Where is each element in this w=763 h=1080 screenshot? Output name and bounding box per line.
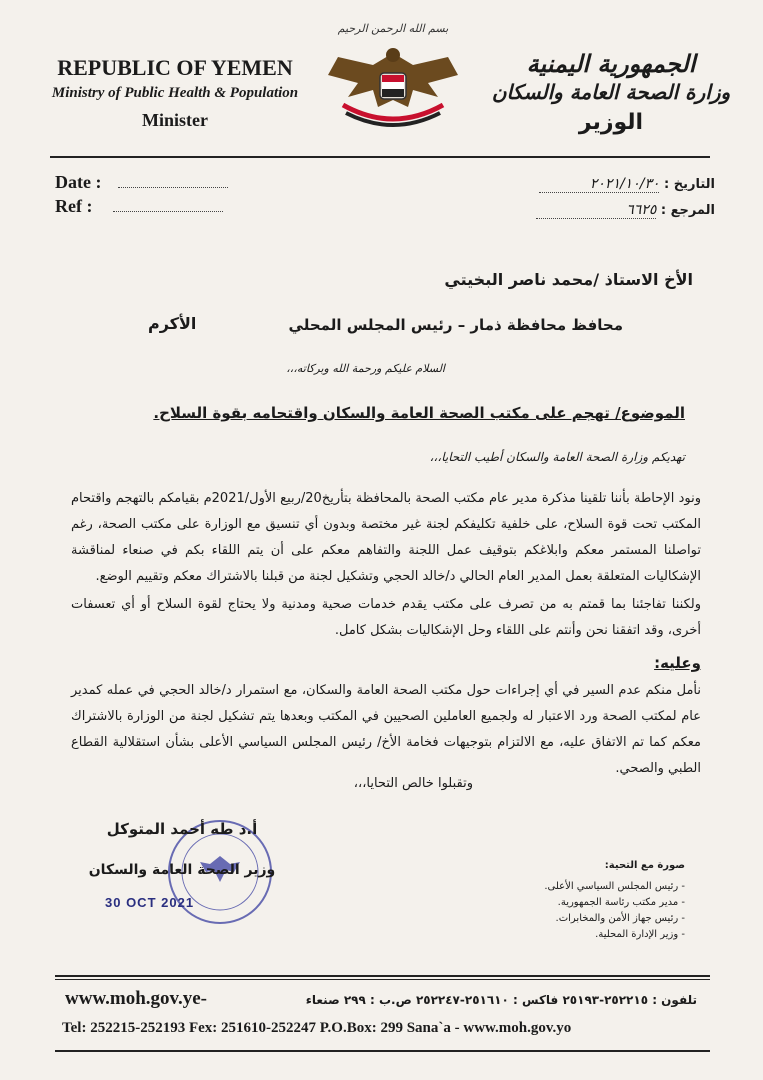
cc-item: - رئيس المجلس السياسي الأعلى.	[544, 881, 685, 892]
footer-divider-top-2	[55, 979, 710, 980]
cc-block	[505, 860, 685, 940]
ref-right	[536, 202, 715, 219]
footer-divider-top	[55, 975, 710, 977]
header-right	[481, 50, 741, 135]
body-paragraph-2: ولكننا تفاجئنا بما قمتم به من تصرف على مكتب يقدم خدمات صحية ومدنية ولا يحتاج لقوة السلاح أو أي تعسفات أخرى، وقد اتفقنا نحن وأنتم على اللقاء وحل الإشكاليات بشكل كامل.	[71, 597, 701, 638]
recipient-title: محافظ محافظة ذمار – رئيس المجلس المحلي	[288, 316, 623, 334]
date-right	[539, 176, 715, 193]
subject: الموضوع/ تهجم على مكتب الصحة العامة والسكان واقتحامه بقوة السلاح.	[153, 404, 685, 422]
header-divider	[50, 156, 710, 158]
footer-contact-ar: تلفون : ٢٥٢٢١٥-٢٥١٩٣ فاكس : ٢٥١٦١٠-٢٥٢٢٤٧ ص.ب : ٢٩٩ صنعاء	[305, 993, 697, 1007]
closing: وتقبلوا خالص التحايا،،،	[353, 776, 473, 791]
date-left	[55, 172, 228, 193]
stamp-date: 30 OCT 2021	[105, 895, 195, 910]
basmala: بسم الله الرحمن الرحيم	[337, 22, 449, 35]
signatory-title: وزير الصحة العامة والسكان	[88, 862, 276, 878]
header-left	[30, 55, 320, 131]
yemen-emblem	[318, 22, 468, 142]
country-en: REPUBLIC OF YEMEN	[57, 55, 293, 80]
ministry-en: Ministry of Public Health & Population	[51, 85, 299, 101]
eagle-emblem-icon	[318, 35, 468, 135]
cc-item: - وزير الإدارة المحلية.	[595, 929, 685, 940]
ministry-ar: وزارة الصحة العامة والسكان	[491, 80, 731, 104]
date-label-ar: التاريخ :	[664, 177, 715, 192]
cc-heading: صورة مع التحية:	[604, 860, 685, 871]
recipient-name: الأخ الاستاذ /محمد ناصر البخيتي	[444, 270, 693, 289]
wa-alayh: وعليه:	[654, 654, 701, 672]
date-label: Date :	[55, 172, 102, 192]
footer-contact-en: Tel: 252215-252193 Fex: 251610-252247 P.O.Box: 299 Sana`a - www.moh.gov.yo	[62, 1020, 572, 1036]
ref-label-ar: المرجع :	[660, 203, 715, 218]
body-paragraph-3: نأمل منكم عدم السير في أي إجراءات حول مكتب الصحة العامة والسكان، مع استمرار د/خالد الحجي في عمله كمدير عام لمكتب الصحة ورد الاعتبار له ولجميع العاملين الصحيين في المكتب وبعدها يتم تشكيل لجنة من الوزارة بالاشتراك معكم كما تم الاتفاق عليه، مع الالتزام بتوجيهات فخامة الأخ/ رئيس المجلس السياسي الأعلى بشأن استقلالية القطاع الطبي والصحي.	[71, 683, 701, 776]
body-paragraph-1: ونود الإحاطة بأننا تلقينا مذكرة مدير عام مكتب الصحة بالمحافظة بتأريخ20/ربيع الأول/2021م بقيامكم بالتهجم واقتحام المكتب تحت قوة السلاح، على خلفية تكليفكم لجنة غير مختصة وبدون أي تنسيق مع الوزارة على مكتب الصحة، رغم تواصلنا المستمر معكم وابلاغكم بتوقيف عمل اللجنة والتفاهم معكم على أن يتم اللقاء بكم في صنعاء لمناقشة الإشكاليات المتعلقة بعمل المدير العام الحالي د/خالد الحجي وتشكيل لجنة من قبلنا بالاشتراك معكم وتقييم الوضع.	[71, 491, 701, 584]
greeting2: تهديكم وزارة الصحة العامة والسكان أطيب التحايا،،،	[429, 450, 685, 464]
ref-label: Ref :	[55, 196, 93, 216]
cc-item: - مدير مكتب رئاسة الجمهورية.	[557, 897, 685, 908]
recipient-honorific: الأكرم	[148, 314, 197, 333]
footer-website[interactable]: www.moh.gov.ye-	[65, 988, 207, 1009]
signatory-name: أ.د طه أحمد المتوكل	[106, 820, 258, 838]
footer-divider-bottom	[55, 1050, 710, 1052]
title-ar: الوزير	[578, 110, 644, 135]
country-ar: الجمهورية اليمنية	[526, 50, 696, 78]
date-value-ar: ٢٠٢١/١٠/٣٠	[539, 176, 659, 193]
title-en: Minister	[142, 110, 208, 130]
ref-value-ar: ٦٦٢٥	[536, 202, 656, 219]
cc-item: - رئيس جهاز الأمن والمخابرات.	[555, 913, 685, 924]
greeting: السلام عليكم ورحمة الله وبركاته،،،	[286, 362, 445, 375]
ref-left	[55, 196, 223, 217]
